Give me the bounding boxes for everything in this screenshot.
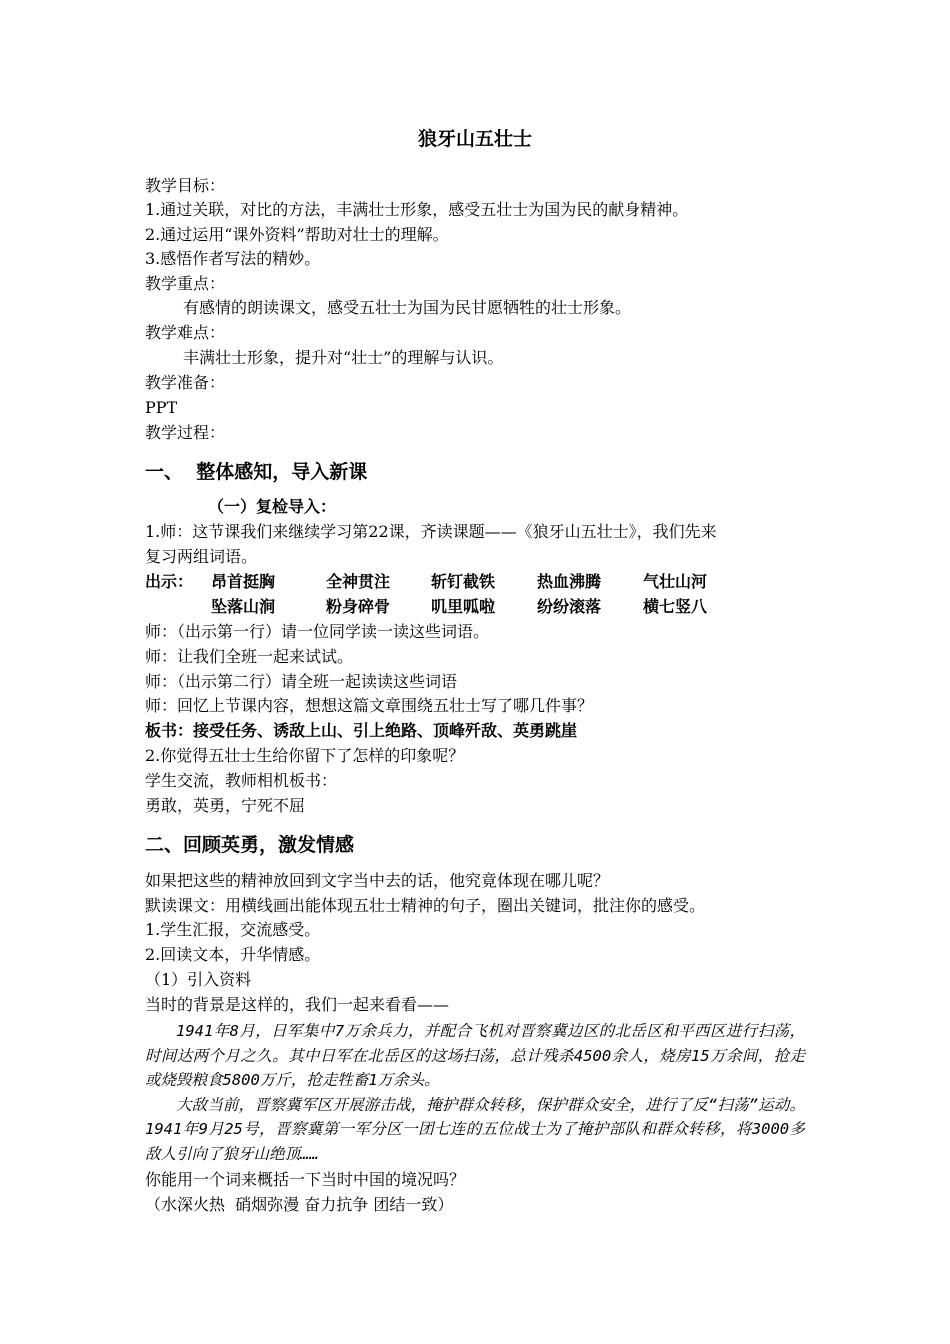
paragraph-line: 2.回读文本，升华情感。 — [145, 945, 321, 964]
teacher-line: 师：回忆上节课内容，想想这篇文章围绕五壮士写了哪几件事？ — [145, 696, 594, 715]
resource-paragraph: 大敌当前，晋察冀军区开展游击战，掩护群众转移，保护群众安全，进行了反“扫荡”运动。1941年9月25号，晋察冀第一军分区一团七连的五位战士为了掩护部队和群众转移，将3000多敌人引向了狼牙山绝顶…… — [145, 1095, 805, 1163]
question-line: 你能用一个词来概括一下当时中国的境况吗？ — [145, 1170, 466, 1189]
prep-heading: 教学准备： — [145, 373, 226, 392]
board-writing: 板书：接受任务、诱敌上山、引上绝路、顶峰歼敌、英勇跳崖 — [145, 721, 578, 740]
vocab-word: 横七竖八 — [643, 597, 708, 616]
goal-item: 2.通过运用“课外资料”帮助对壮士的理解。 — [145, 225, 449, 244]
vocab-word: 全神贯注 — [326, 572, 391, 591]
vocab-word: 昂首挺胸 — [211, 572, 276, 591]
paragraph-line: 默读课文：用横线画出能体现五壮士精神的句子，圈出关键词，批注你的感受。 — [145, 896, 706, 915]
vocab-word: 斩钉截铁 — [431, 572, 496, 591]
sub-heading: （一）复检导入： — [208, 497, 337, 516]
paragraph-line: 当时的背景是这样的，我们一起来看看—— — [145, 995, 450, 1014]
goals-heading: 教学目标： — [145, 176, 226, 195]
paragraph-line: 1.师：这节课我们来继续学习第22课，齐读课题——《狼牙山五壮士》，我们先来 — [145, 522, 717, 541]
paragraph-line: （1）引入资料 — [145, 970, 252, 989]
process-heading: 教学过程： — [145, 423, 226, 442]
vocab-word: 纷纷滚落 — [537, 597, 602, 616]
vocab-word: 气壮山河 — [643, 572, 708, 591]
answer-line: （水深火热 硝烟弥漫 奋力抗争 团结一致） — [145, 1195, 454, 1214]
section-heading-2: 二、回顾英勇，激发情感 — [145, 834, 355, 856]
goal-item: 3.感悟作者写法的精妙。 — [145, 249, 321, 268]
vocab-word: 坠落山涧 — [211, 597, 276, 616]
vocab-word: 粉身碎骨 — [326, 597, 391, 616]
vocab-word: 热血沸腾 — [537, 572, 602, 591]
key-heading: 教学重点： — [145, 274, 226, 293]
teacher-line: 师：（出示第一行）请一位同学读一读这些词语。 — [145, 622, 490, 641]
show-label: 出示： — [145, 572, 194, 591]
page-title: 狼牙山五壮士 — [417, 128, 532, 150]
teacher-line: 师：（出示第二行）请全班一起读读这些词语 — [145, 672, 458, 691]
prep-text: PPT — [145, 398, 178, 417]
difficulty-heading: 教学难点： — [145, 323, 226, 342]
resource-block — [145, 1019, 805, 1166]
vocab-word: 叽里呱啦 — [431, 597, 496, 616]
exchange-line: 学生交流，教师相机板书： — [145, 771, 338, 790]
paragraph-line: 1.学生汇报，交流感受。 — [145, 920, 321, 939]
section-heading-1: 一、 整体感知，导入新课 — [145, 461, 368, 483]
difficulty-text: 丰满壮士形象，提升对“壮士”的理解与认识。 — [183, 348, 504, 367]
goal-item: 1.通过关联，对比的方法，丰满壮士形象，感受五壮士为国为民的献身精神。 — [145, 200, 689, 219]
question-line: 2.你觉得五壮士生给你留下了怎样的印象呢？ — [145, 746, 465, 765]
paragraph-line: 如果把这些的精神放回到文字当中去的话，他究竟体现在哪儿呢？ — [145, 871, 610, 890]
teacher-line: 师：让我们全班一起来试试。 — [145, 647, 354, 666]
key-text: 有感情的朗读课文，感受五壮士为国为民甘愿牺牲的壮士形象。 — [183, 298, 632, 317]
resource-paragraph: 1941年8月，日军集中7万余兵力，并配合飞机对晋察冀边区的北岳区和平西区进行扫荡，时间达两个月之久。其中日军在北岳区的这场扫荡，总计残杀4500余人，烧房15万余间，抢走或烧毁粮食5800万斤，抢走牲畜1万余头。 — [145, 1022, 805, 1089]
paragraph-line: 复习两组词语。 — [145, 547, 258, 566]
keywords-line: 勇敢，英勇，宁死不屈 — [145, 796, 306, 815]
